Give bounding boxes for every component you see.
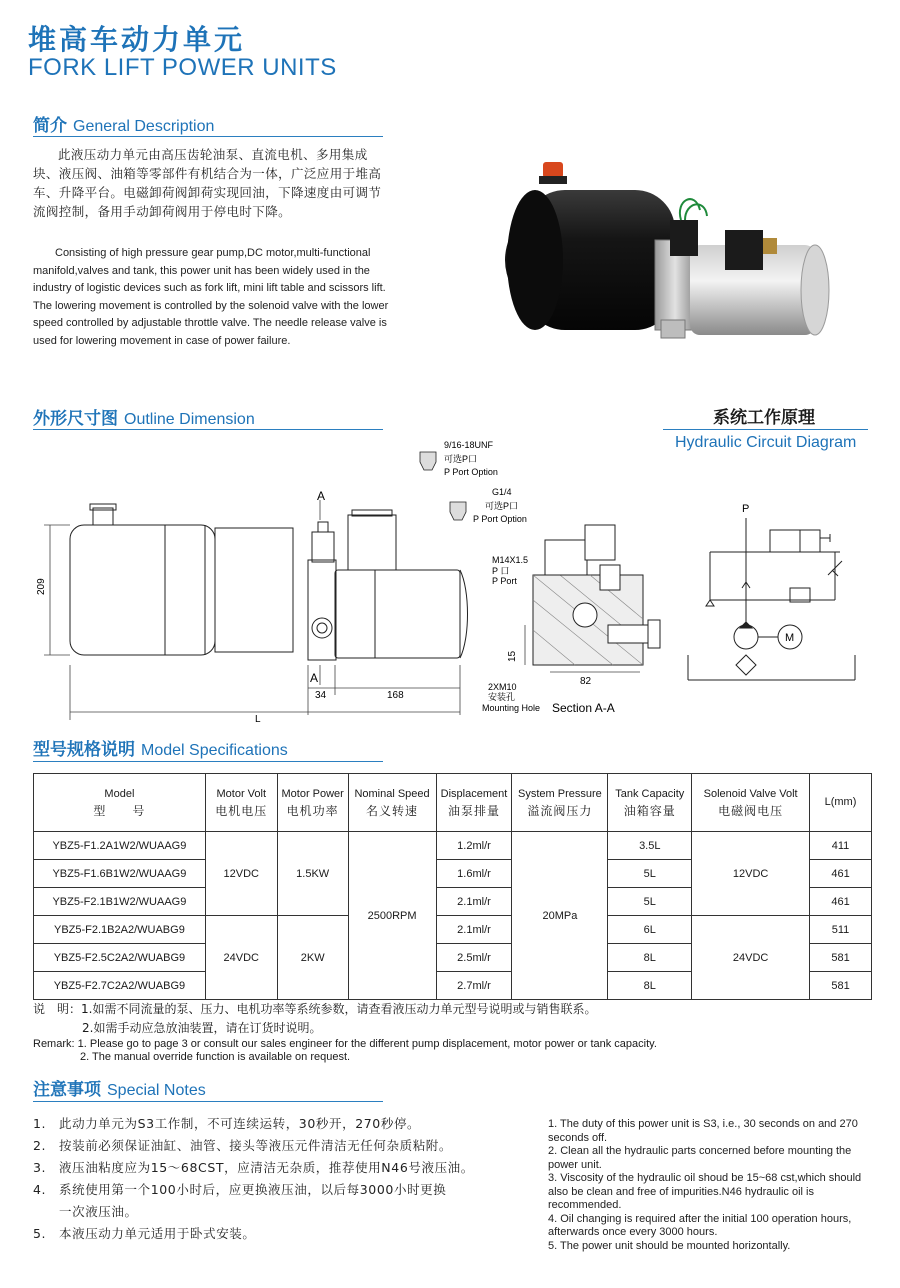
side-manifold xyxy=(308,560,336,660)
note-cn-1: 说 明：1.如需不同流量的泵、压力、电机功率等系统参数，请查看液压动力单元型号说明或与销售联系。 xyxy=(33,1002,597,1016)
port2-en: P Port Option xyxy=(473,514,527,524)
cell-length: 581 xyxy=(810,972,872,1000)
special-notes-en xyxy=(548,1118,876,1253)
header-system-pressure: System Pressure 溢流阀压力 xyxy=(512,774,608,832)
remark-2: 2. The manual override function is available on request. xyxy=(80,1051,351,1063)
hole-en: Mounting Hole xyxy=(482,703,541,713)
cell-model: YBZ5-F2.7C2A2/WUABG9 xyxy=(34,972,206,1000)
cell-length: 461 xyxy=(810,860,872,888)
list-item: 3. 液压油粘度应为15～68CST，应清洁无杂质，推荐使用N46号液压油。 xyxy=(33,1160,474,1175)
general-paragraph-en: Consisting of high pressure gear pump,DC motor,multi-functional manifold,valves and tank, this power unit has been widely used in the industry of logistic devices such as fork lift, mini lift table and scissors lift. The lowering movement is controlled by the solenoid valve with the lower speed controlled by adjustable throttle valve. The needle release valve is used for lowering movement in case of power failure. xyxy=(33,247,389,347)
page-title-cn: 堆高车动力单元 xyxy=(28,23,246,56)
model-heading-en: Model Specifications xyxy=(141,742,288,759)
cell-displacement: 2.1ml/r xyxy=(436,916,512,944)
cell-nominal-speed: 2500RPM xyxy=(348,832,436,1000)
header-solenoid-volt: Solenoid Valve Volt 电磁阀电压 xyxy=(692,774,810,832)
note-cn-2: 2.如需手动应急放油装置，请在订货时说明。 xyxy=(82,1021,322,1035)
cell-tank: 5L xyxy=(608,860,692,888)
list-item: 2. Clean all the hydraulic parts concerned before mounting the power unit. xyxy=(548,1145,852,1171)
cell-tank: 5L xyxy=(608,888,692,916)
general-heading xyxy=(33,111,214,136)
cell-tank: 8L xyxy=(608,972,692,1000)
header-motor-volt: Motor Volt 电机电压 xyxy=(205,774,277,832)
remark-1: Remark: 1. Please go to page 3 or consult our sales engineer for the different pump displacement, motor power or tank capacity. xyxy=(33,1038,657,1050)
list-item: 1. 此动力单元为S3工作制，不可连续运转，30秒开，270秒停。 xyxy=(33,1116,421,1131)
dim-L: L xyxy=(255,714,261,725)
cell-tank: 8L xyxy=(608,944,692,972)
table-header-row xyxy=(34,774,872,832)
general-divider xyxy=(33,136,383,137)
outline-drawing xyxy=(30,440,670,730)
special-divider xyxy=(33,1101,383,1102)
cell-tank: 6L xyxy=(608,916,692,944)
cell-model: YBZ5-F1.2A1W2/WUAAG9 xyxy=(34,832,206,860)
cell-model: YBZ5-F2.1B2A2/WUABG9 xyxy=(34,916,206,944)
list-item: 2. 按装前必须保证油缸、油管、接头等液压元件清洁无任何杂质粘附。 xyxy=(33,1138,453,1153)
header-displacement: Displacement 油泵排量 xyxy=(436,774,512,832)
cell-length: 461 xyxy=(810,888,872,916)
cell-length: 411 xyxy=(810,832,872,860)
cell-solenoid-volt-24: 24VDC xyxy=(692,916,810,1000)
cell-displacement: 1.2ml/r xyxy=(436,832,512,860)
table-row xyxy=(34,916,872,944)
cell-displacement: 1.6ml/r xyxy=(436,860,512,888)
dim-15: 15 xyxy=(507,650,518,662)
m14-spec: M14X1.5 xyxy=(492,555,529,565)
list-item: 一次液压油。 xyxy=(59,1204,138,1219)
port1-spec: 9/16-18UNF xyxy=(444,440,494,450)
cell-system-pressure: 20MPa xyxy=(512,832,608,1000)
dim-168: 168 xyxy=(387,690,404,701)
list-item: 5. The power unit should be mounted horizontally. xyxy=(548,1239,791,1252)
special-notes-cn xyxy=(33,1113,533,1245)
page-title-en: FORK LIFT POWER UNITS xyxy=(28,54,337,81)
hydraulic-heading-en: Hydraulic Circuit Diagram xyxy=(675,434,857,451)
cell-displacement: 2.5ml/r xyxy=(436,944,512,972)
oil-cap xyxy=(543,162,563,178)
header-length: L(mm) xyxy=(810,774,872,832)
circuit-label-M: M xyxy=(785,632,795,644)
model-divider xyxy=(33,761,383,762)
hole-spec: 2XM10 xyxy=(488,682,517,692)
outline-heading-en: Outline Dimension xyxy=(124,411,255,428)
model-heading xyxy=(33,735,288,760)
dim-209: 209 xyxy=(36,578,47,595)
cell-motor-volt-12: 12VDC xyxy=(205,832,277,916)
special-heading-cn: 注意事项 xyxy=(33,1080,101,1100)
section-A-top: A xyxy=(317,489,326,503)
table-row xyxy=(34,832,872,860)
cell-displacement: 2.1ml/r xyxy=(436,888,512,916)
header-nominal-speed: Nominal Speed 名义转速 xyxy=(348,774,436,832)
dim-82: 82 xyxy=(580,676,592,687)
relay-switch xyxy=(725,230,763,270)
cell-motor-power-15: 1.5KW xyxy=(277,832,348,916)
special-heading-en: Special Notes xyxy=(107,1082,206,1099)
hole-cn: 安装孔 xyxy=(488,692,516,702)
section-A-bottom: A xyxy=(310,671,319,685)
green-wires xyxy=(680,199,707,220)
header-model: Model 型 号 xyxy=(34,774,206,832)
dim-34: 34 xyxy=(315,690,327,701)
circuit-label-P: P xyxy=(742,503,750,515)
header-tank-capacity: Tank Capacity 油箱容量 xyxy=(608,774,692,832)
outline-heading-cn: 外形尺寸图 xyxy=(33,409,118,429)
cell-model: YBZ5-F1.6B1W2/WUAAG9 xyxy=(34,860,206,888)
list-item: 5. 本液压动力单元适用于卧式安装。 xyxy=(33,1226,256,1241)
cell-motor-power-2: 2KW xyxy=(277,916,348,1000)
cell-model: YBZ5-F2.1B1W2/WUAAG9 xyxy=(34,888,206,916)
special-heading xyxy=(33,1075,206,1100)
port2-spec: G1/4 xyxy=(492,487,512,497)
model-spec-table xyxy=(33,773,872,1000)
outline-heading xyxy=(33,404,255,429)
tank-outline xyxy=(70,525,215,655)
cell-tank: 3.5L xyxy=(608,832,692,860)
section-label: Section A-A xyxy=(552,701,615,715)
list-item: 4. 系统使用第一个100小时后，应更换液压油，以后每3000小时更换 xyxy=(33,1182,447,1197)
hydraulic-divider xyxy=(663,429,868,430)
hydraulic-heading-cn: 系统工作原理 xyxy=(713,408,815,428)
port1-en: P Port Option xyxy=(444,467,498,477)
general-heading-cn: 简介 xyxy=(33,116,67,136)
cell-length: 581 xyxy=(810,944,872,972)
hydraulic-circuit-diagram xyxy=(680,500,860,695)
list-item: 3. Viscosity of the hydraulic oil shoud be 15~68 cst,which should also be clean and free of impurities.N46 hydraulic oil is recommended. xyxy=(548,1172,862,1211)
list-item: 4. Oil changing is required after the initial 100 operation hours, afterwards once every 3000 hours. xyxy=(548,1212,852,1238)
model-heading-cn: 型号规格说明 xyxy=(33,740,135,760)
header-motor-power: Motor Power 电机功率 xyxy=(277,774,348,832)
cell-motor-volt-24: 24VDC xyxy=(205,916,277,1000)
power-unit-photo xyxy=(495,150,835,350)
port1-cn: 可选P口 xyxy=(444,454,478,464)
cell-solenoid-volt-12: 12VDC xyxy=(692,832,810,916)
cell-displacement: 2.7ml/r xyxy=(436,972,512,1000)
cell-length: 511 xyxy=(810,916,872,944)
m14-en: P Port xyxy=(492,576,517,586)
m14-cn: P 口 xyxy=(492,566,510,576)
general-heading-en: General Description xyxy=(73,118,215,135)
side-motor xyxy=(335,570,460,658)
port2-cn: 可选P口 xyxy=(485,501,519,511)
general-paragraph-cn: 此液压动力单元由高压齿轮油泵、直流电机、多用集成块、液压阀、油箱等零部件有机结合为一体，广泛应用于堆高车、升降平台。电磁卸荷阀卸荷实现回油，下降速度由可调节流阀控制，备用手动卸荷阀用于停电时下降。 xyxy=(33,147,382,219)
solenoid-coil xyxy=(670,220,698,256)
cell-model: YBZ5-F2.5C2A2/WUABG9 xyxy=(34,944,206,972)
outline-divider xyxy=(33,429,383,430)
list-item: 1. The duty of this power unit is S3, i.e., 30 seconds on and 270 seconds off. xyxy=(548,1118,858,1144)
